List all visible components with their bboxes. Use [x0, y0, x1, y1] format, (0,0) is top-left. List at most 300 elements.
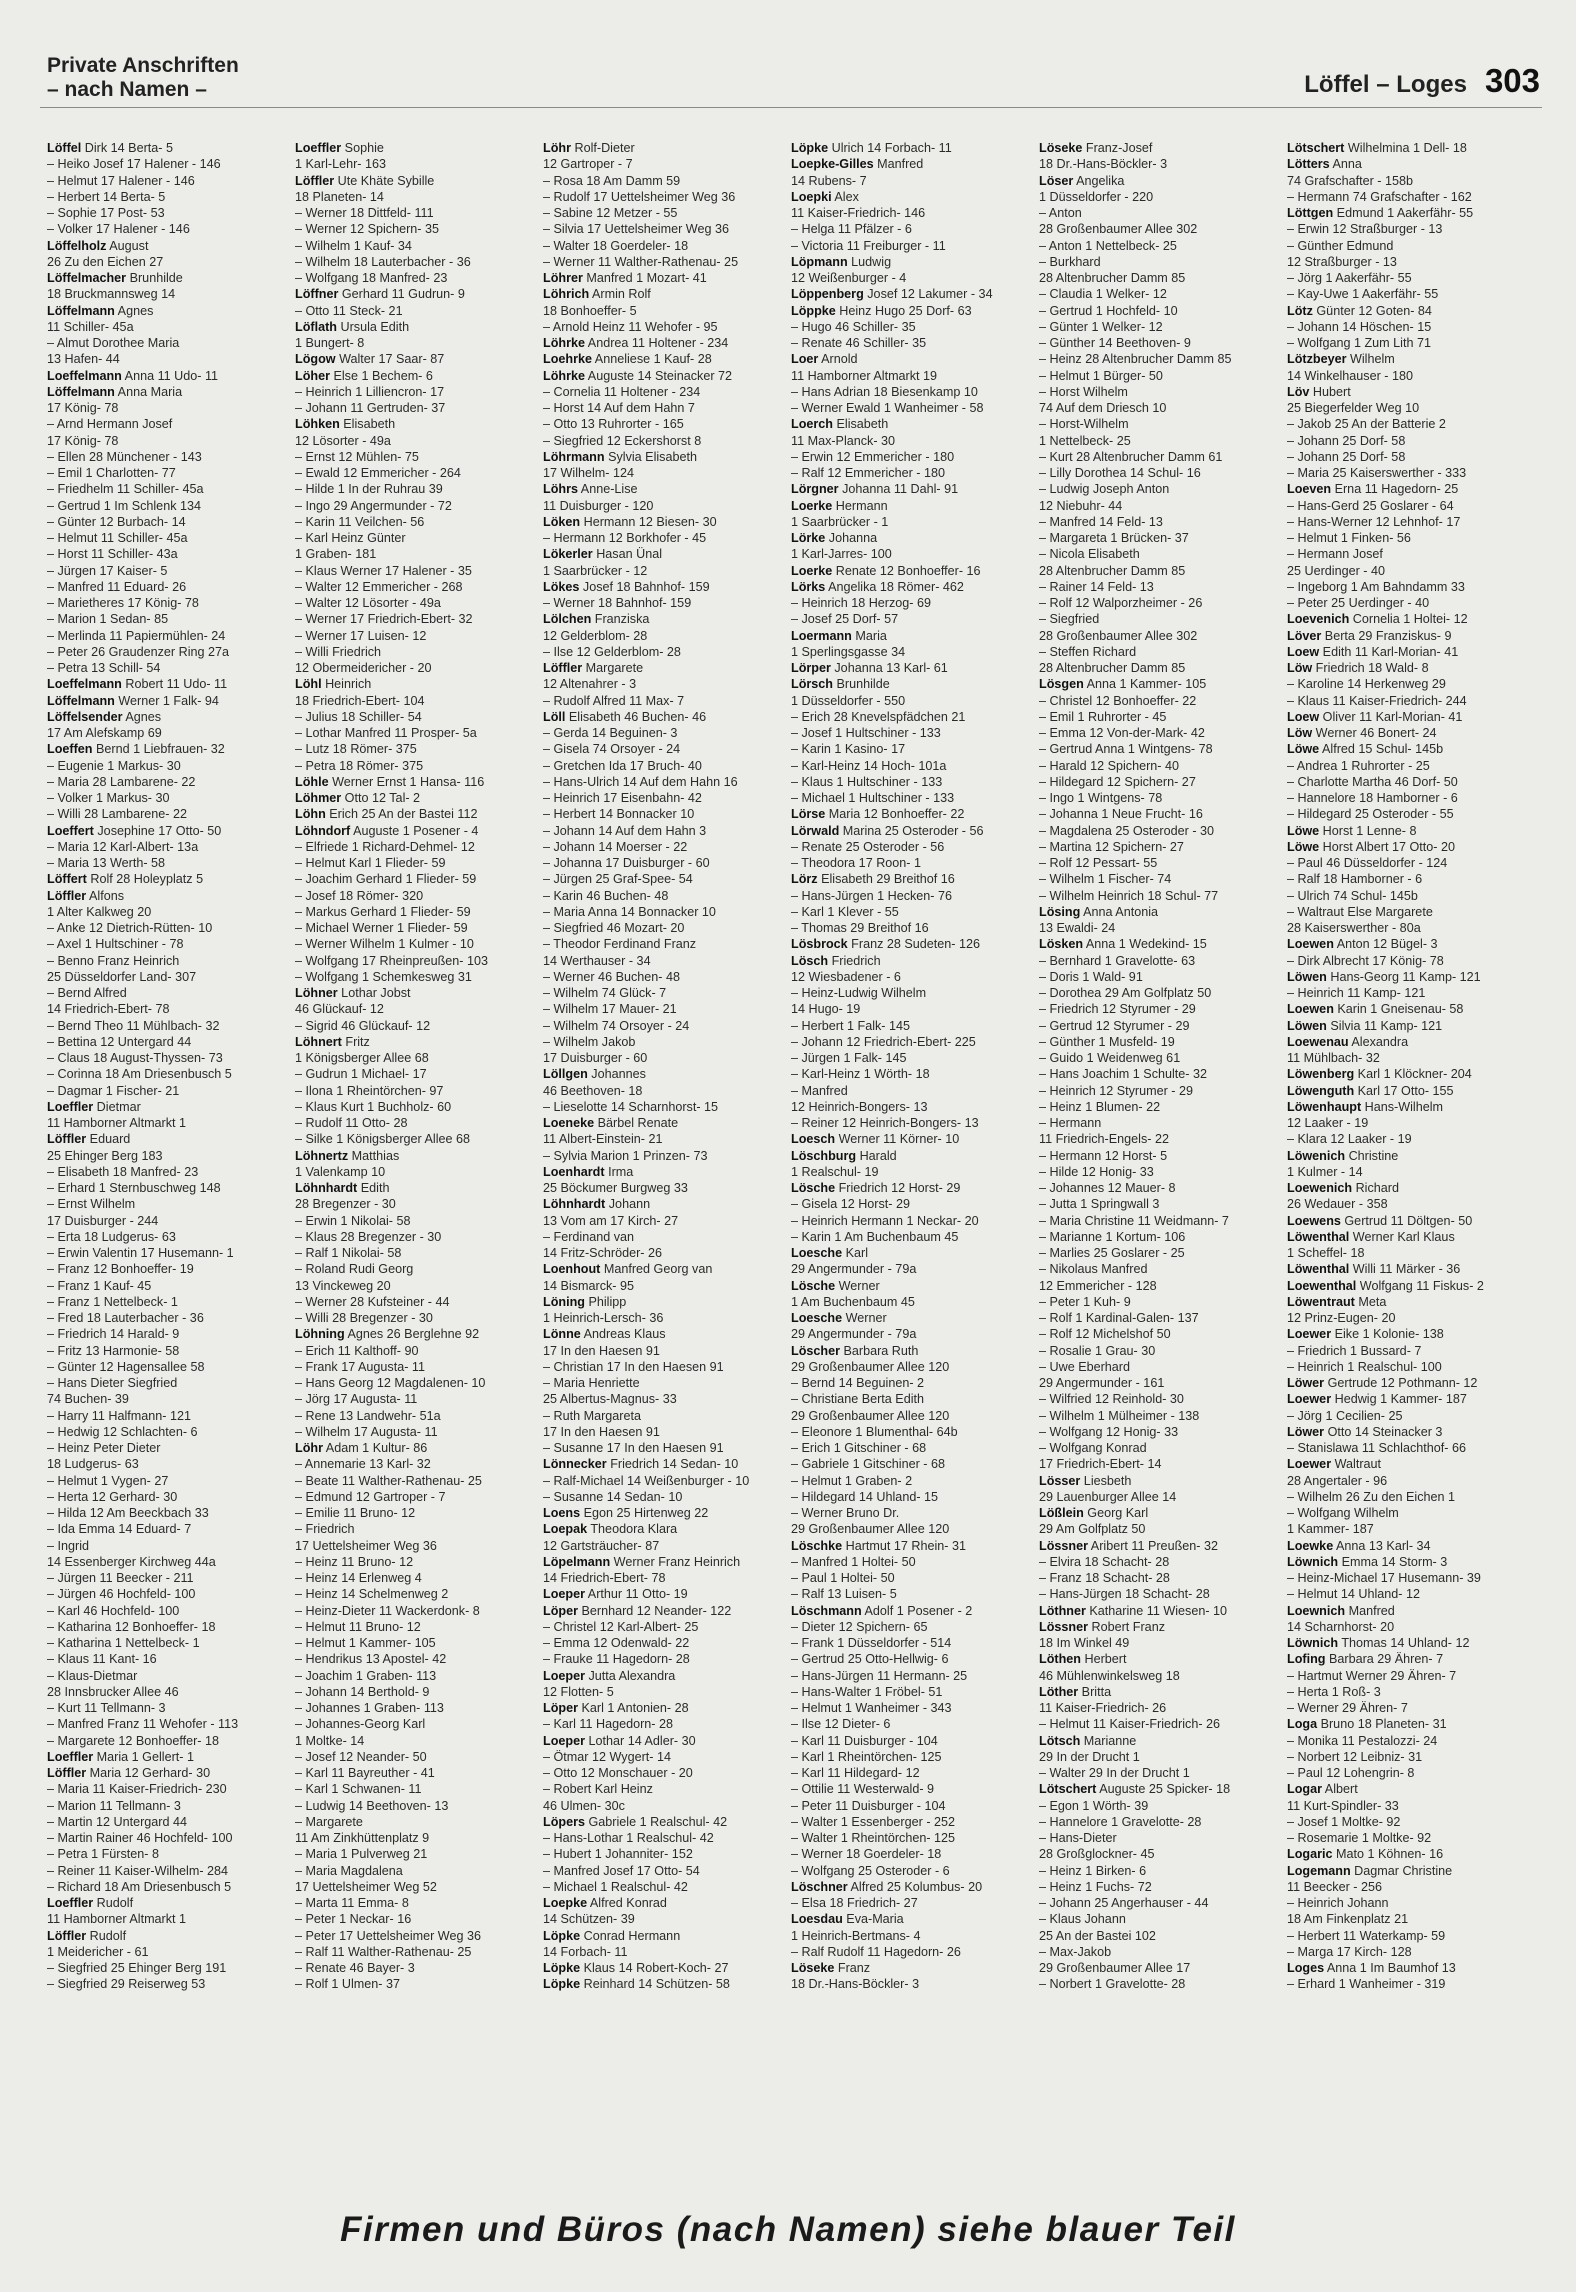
- entry-details: – Bettina 12 Untergard 44: [47, 1034, 192, 1049]
- listing-entry: [1039, 449, 1279, 465]
- entry-details: – Peter 26 Graudenzer Ring 27a: [47, 644, 230, 659]
- surname: Löschburg: [791, 1148, 857, 1163]
- listing-entry: [791, 1879, 1031, 1895]
- entry-details: Oliver 11 Karl-Morian- 41: [1319, 709, 1463, 724]
- listing-entry: [47, 1846, 287, 1862]
- listing-entry: [1287, 335, 1539, 351]
- listing-entry: [543, 1326, 783, 1342]
- entry-details: – Frank 1 Düsseldorfer - 514: [791, 1636, 952, 1650]
- entry-details: 1 Meidericher - 61: [47, 1944, 149, 1959]
- entry-details: 46 Beethoven- 18: [543, 1083, 643, 1098]
- listing-entry: [1287, 270, 1539, 286]
- entry-details: – Herbert 14 Bonnacker 10: [543, 807, 695, 822]
- listing-entry: [543, 286, 783, 302]
- listing-entry: [47, 254, 287, 270]
- listing-entry: [543, 1294, 783, 1310]
- listing-entry: [543, 1830, 783, 1846]
- entry-details: – Silke 1 Königsberger Allee 68: [295, 1132, 471, 1147]
- entry-details: 28 Altenbrucher Damm 85: [1039, 563, 1186, 578]
- surname: Löppke: [791, 303, 836, 318]
- listing-entry: [791, 1066, 1031, 1082]
- surname: Löhrs: [543, 482, 578, 497]
- listing-entry: [543, 611, 783, 627]
- entry-details: 28 Angertaler - 96: [1287, 1473, 1388, 1488]
- entry-details: Margarete: [582, 661, 644, 675]
- listing-entry: [543, 871, 783, 887]
- listing-entry: [1039, 1895, 1279, 1911]
- surname: Löhndorf: [295, 823, 351, 838]
- entry-details: 28 Bregenzer - 30: [295, 1197, 396, 1212]
- listing-entry: [295, 1424, 535, 1440]
- surname: Loerke: [791, 563, 833, 578]
- entry-details: 18 Planeten- 14: [295, 189, 384, 204]
- listing-entry: [1287, 319, 1539, 335]
- listing-entry: [1039, 1359, 1279, 1375]
- entry-details: Angelika: [1073, 173, 1125, 188]
- surname: Loewnich: [1287, 1603, 1346, 1618]
- entry-details: – Karl 11 Hildegard- 12: [791, 1766, 920, 1780]
- listing-entry: [47, 1408, 287, 1424]
- listing-entry: [1039, 1018, 1279, 1034]
- entry-details: – Johann 11 Gertruden- 37: [295, 401, 446, 415]
- surname: Lötzbeyer: [1287, 352, 1347, 367]
- entry-details: – Hans-Dieter: [1039, 1831, 1117, 1845]
- entry-details: Ute Khäte Sybille: [334, 173, 435, 188]
- entry-details: 17 Duisburger - 60: [543, 1051, 648, 1065]
- listing-entry: [47, 238, 287, 254]
- listing-entry: [47, 514, 287, 530]
- listing-entry: [1287, 1115, 1539, 1131]
- entry-details: – Sophie 17 Post- 53: [47, 206, 165, 220]
- entry-details: 18 Am Finkenplatz 21: [1287, 1912, 1409, 1927]
- entry-details: – Horst-Wilhelm: [1039, 417, 1129, 432]
- entry-details: 17 Duisburger - 244: [47, 1213, 159, 1228]
- listing-entry: [295, 953, 535, 969]
- listing-entry: [543, 904, 783, 920]
- listing-entry: [47, 953, 287, 969]
- listing-entry: [1039, 1781, 1279, 1797]
- entry-details: – Erwin 12 Emmericher - 180: [791, 449, 955, 464]
- surname: Löthner: [1039, 1603, 1086, 1618]
- listing-entry: [543, 1456, 783, 1472]
- entry-details: Eike 1 Kolonie- 138: [1331, 1327, 1444, 1342]
- entry-details: Gertrude 12 Pothmann- 12: [1324, 1376, 1478, 1390]
- entry-details: Liesbeth: [1080, 1473, 1132, 1488]
- surname: Loepke: [543, 1896, 588, 1910]
- listing-entry: [1287, 498, 1539, 514]
- entry-details: – Sylvia Marion 1 Prinzen- 73: [543, 1148, 708, 1163]
- listing-entry: [295, 676, 535, 692]
- entry-details: – Hermann 12 Borkhofer - 45: [543, 531, 707, 545]
- entry-details: Anna 1 Wedekind- 15: [1083, 937, 1207, 952]
- entry-details: – Ilse 12 Dieter- 6: [791, 1717, 891, 1732]
- entry-details: – Peter 17 Uettelsheimer Weg 36: [295, 1928, 481, 1943]
- listing-entry: [47, 1911, 287, 1927]
- entry-details: – Heinz 1 Birken- 6: [1039, 1863, 1147, 1878]
- listing-entry: [1039, 1619, 1279, 1635]
- entry-details: – Hilde 1 In der Ruhrau 39: [295, 482, 443, 497]
- entry-details: – Johann 25 Angerhauser - 44: [1039, 1896, 1209, 1910]
- surname: Loew: [1287, 644, 1320, 659]
- entry-details: – Helmut 11 Schiller- 45a: [47, 531, 188, 545]
- listing-entry: [1039, 1960, 1279, 1976]
- listing-entry: [543, 514, 783, 530]
- entry-details: – Helmut 1 Graben- 2: [791, 1473, 913, 1488]
- listing-entry: [295, 1570, 535, 1586]
- listing-entry: [47, 1781, 287, 1797]
- listing-entry: [47, 579, 287, 595]
- entry-details: Hubert: [1309, 384, 1351, 399]
- listing-entry: [1039, 1310, 1279, 1326]
- surname: Löwenguth: [1287, 1083, 1355, 1098]
- listing-entry: [295, 563, 535, 579]
- entry-details: – Max-Jakob: [1039, 1944, 1112, 1959]
- surname: Löver: [1287, 628, 1322, 643]
- listing-entry: [543, 481, 783, 497]
- listing-entry: [543, 1164, 783, 1180]
- entry-details: – Johann 14 Auf dem Hahn 3: [543, 823, 707, 838]
- listing-entry: [295, 449, 535, 465]
- listing-entry: [791, 1343, 1031, 1359]
- surname: Löffert: [47, 872, 87, 887]
- entry-details: – Ernst 12 Mühlen- 75: [295, 449, 419, 464]
- listing-entry: [1039, 254, 1279, 270]
- listing-entry: [791, 1619, 1031, 1635]
- surname: Lörse: [791, 807, 826, 822]
- entry-details: Egon 25 Hirtenweg 22: [580, 1506, 709, 1520]
- entry-details: – Walter 1 Essenberger - 252: [791, 1814, 956, 1829]
- listing-entry: [1039, 904, 1279, 920]
- listing-entry: [1039, 189, 1279, 205]
- listing-entry: [1287, 1229, 1539, 1245]
- listing-entry: [543, 449, 783, 465]
- entry-details: – Kay-Uwe 1 Aakerfähr- 55: [1287, 287, 1439, 302]
- entry-details: – Werner Wilhelm 1 Kulmer - 10: [295, 937, 474, 952]
- listing-entry: [47, 1570, 287, 1586]
- surname: Lößlein: [1039, 1506, 1084, 1520]
- listing-entry: [47, 871, 287, 887]
- entry-details: Albert: [1321, 1782, 1358, 1797]
- listing-entry: [1039, 1684, 1279, 1700]
- listing-entry: [47, 319, 287, 335]
- listing-entry: [1287, 985, 1539, 1001]
- entry-details: – Helmut 1 Vygen- 27: [47, 1473, 169, 1488]
- listing-entry: [1287, 693, 1539, 709]
- listing-entry: [295, 1018, 535, 1034]
- surname: Lösche: [791, 1181, 836, 1195]
- entry-details: – Helga 11 Pfälzer - 6: [791, 222, 912, 237]
- entry-details: 11 Max-Planck- 30: [791, 433, 896, 448]
- entry-details: – Susanne 17 In den Haesen 91: [543, 1441, 724, 1455]
- entry-details: Silvia 11 Kamp- 121: [1326, 1018, 1443, 1033]
- surname: Löwenhaupt: [1287, 1099, 1362, 1114]
- entry-details: – Jürgen 1 Falk- 145: [791, 1051, 907, 1065]
- entry-details: – Paul 1 Holtei- 50: [791, 1571, 895, 1585]
- listing-entry: [47, 855, 287, 871]
- listing-entry: [1039, 1846, 1279, 1862]
- listing-entry: [295, 855, 535, 871]
- entry-details: – Claus 18 August-Thyssen- 73: [47, 1051, 223, 1065]
- surname: Loewer: [1287, 1392, 1332, 1407]
- entry-details: – Benno Franz Heinrich: [47, 953, 180, 968]
- listing-entry: [295, 1456, 535, 1472]
- surname: Löwnich: [1287, 1554, 1339, 1569]
- listing-entry: [1039, 416, 1279, 432]
- entry-details: – Andrea 1 Ruhrorter - 25: [1287, 758, 1430, 773]
- listing-entry: [543, 660, 783, 676]
- listing-entry: [1039, 319, 1279, 335]
- entry-details: 12 Emmericher - 128: [1039, 1278, 1157, 1293]
- entry-details: – Horst 14 Auf dem Hahn 7: [543, 401, 695, 415]
- listing-entry: [47, 351, 287, 367]
- entry-details: Erich 25 An der Bastei 112: [325, 807, 478, 822]
- listing-entry: [1287, 888, 1539, 904]
- listing-entry: [791, 1294, 1031, 1310]
- listing-entry: [295, 1749, 535, 1765]
- entry-details: Adolf 1 Posener - 2: [861, 1603, 973, 1618]
- entry-details: – Hans-Jürgen 1 Hecken- 76: [791, 888, 953, 903]
- listing-entry: [791, 628, 1031, 644]
- listing-entry: [791, 1668, 1031, 1684]
- entry-details: Meta: [1354, 1294, 1387, 1309]
- entry-details: – Johann 25 Dorf- 58: [1287, 433, 1406, 448]
- listing-entry: [791, 839, 1031, 855]
- listing-entry: [1287, 449, 1539, 465]
- entry-details: – Manfred 14 Feld- 13: [1039, 514, 1163, 529]
- listing-entry: [295, 758, 535, 774]
- entry-details: 12 Prinz-Eugen- 20: [1287, 1311, 1396, 1325]
- entry-details: – Anke 12 Dietrich-Rütten- 10: [47, 921, 213, 935]
- listing-entry: [1039, 693, 1279, 709]
- listing-entry: [295, 1976, 535, 1992]
- surname: Löhrmann: [543, 449, 605, 464]
- entry-details: Maria 12 Gerhard- 30: [86, 1766, 211, 1780]
- listing-entry: [791, 286, 1031, 302]
- listing-entry: [791, 1213, 1031, 1229]
- listing-entry: [791, 1928, 1031, 1944]
- listing-entry: [543, 205, 783, 221]
- entry-details: – Bernd Theo 11 Mühlbach- 32: [47, 1018, 220, 1033]
- entry-details: – Karl 1 Klever - 55: [791, 904, 899, 919]
- listing-entry: [295, 498, 535, 514]
- surname: Löwenich: [1287, 1148, 1346, 1163]
- entry-details: Friedrich 18 Wald- 8: [1312, 661, 1429, 675]
- listing-entry: [47, 1733, 287, 1749]
- entry-details: – Ellen 28 Münchener - 143: [47, 449, 202, 464]
- listing-entry: [1287, 1798, 1539, 1814]
- listing-entry: [1287, 595, 1539, 611]
- entry-details: – Roland Rudi Georg: [295, 1262, 414, 1277]
- entry-details: – Hans Dieter Siegfried: [47, 1376, 178, 1390]
- listing-entry: [791, 1196, 1031, 1212]
- entry-details: – Wolfgang 18 Manfred- 23: [295, 271, 448, 285]
- entry-details: Lothar 14 Adler- 30: [585, 1733, 696, 1748]
- entry-details: 25 Böckumer Burgweg 33: [543, 1181, 688, 1195]
- listing-entry: [295, 1928, 535, 1944]
- listing-entry: [1039, 270, 1279, 286]
- listing-entry: [47, 904, 287, 920]
- listing-entry: [1039, 1099, 1279, 1115]
- listing-entry: [295, 1261, 535, 1277]
- entry-details: Franz-Josef: [1082, 141, 1153, 155]
- listing-entry: [295, 790, 535, 806]
- listing-entry: [543, 1586, 783, 1602]
- listing-entry: [295, 1911, 535, 1927]
- surname: Löhrke: [543, 336, 585, 350]
- entry-details: 12 Straßburger - 13: [1287, 254, 1397, 269]
- entry-details: 18 Dr.-Hans-Böckler- 3: [1039, 157, 1168, 172]
- listing-entry: [543, 1700, 783, 1716]
- listing-entry: [47, 1489, 287, 1505]
- surname: Löffner: [295, 287, 339, 302]
- entry-details: – Robert Karl Heinz: [543, 1782, 653, 1797]
- listing-entry: [1287, 758, 1539, 774]
- surname: Löpmann: [791, 254, 848, 269]
- listing-entry: [1287, 1651, 1539, 1667]
- entry-details: – Maria Magdalena: [295, 1863, 403, 1878]
- listing-entry: [543, 221, 783, 237]
- entry-details: – Dorothea 29 Am Golfplatz 50: [1039, 986, 1212, 1000]
- entry-details: 14 Winkelhauser - 180: [1287, 368, 1414, 383]
- listing-entry: [791, 790, 1031, 806]
- entry-details: – Maria Henriette: [543, 1376, 640, 1390]
- entry-details: 11 Friedrich-Engels- 22: [1039, 1132, 1169, 1147]
- listing-entry: [295, 1505, 535, 1521]
- listing-entry: [543, 563, 783, 579]
- entry-details: Anna Maria: [114, 384, 183, 399]
- entry-details: – Jörg 1 Aakerfähr- 55: [1287, 271, 1412, 285]
- surname: Löffler: [47, 1928, 87, 1943]
- listing-entry: [791, 1424, 1031, 1440]
- entry-details: Bernhard 12 Neander- 122: [577, 1603, 732, 1618]
- entry-details: – Wolfgang 12 Honig- 33: [1039, 1424, 1179, 1439]
- listing-entry: [543, 1001, 783, 1017]
- surname: Loesch: [791, 1132, 836, 1147]
- listing-entry: [791, 1749, 1031, 1765]
- entry-details: Mato 1 Köhnen- 16: [1332, 1847, 1444, 1862]
- entry-details: – Heinrich Johann: [1287, 1896, 1389, 1910]
- listing-entry: [543, 156, 783, 172]
- entry-details: Maria 1 Gellert- 1: [93, 1749, 194, 1764]
- listing-entry: [791, 416, 1031, 432]
- entry-details: – Heinrich 11 Kamp- 121: [1287, 986, 1426, 1000]
- listing-entry: [295, 433, 535, 449]
- listing-entry: [543, 319, 783, 335]
- listing-entry: [1039, 855, 1279, 871]
- listing-entry: [47, 1099, 287, 1115]
- entry-details: Bruno 18 Planeten- 31: [1317, 1717, 1447, 1732]
- entry-details: Matthias: [348, 1148, 400, 1163]
- surname: Loerch: [791, 417, 833, 432]
- surname: Löper: [543, 1701, 578, 1715]
- entry-details: – Jürgen 11 Beecker - 211: [47, 1571, 194, 1585]
- entry-details: – Petra 13 Schill- 54: [47, 661, 161, 675]
- listing-entry: [1039, 1798, 1279, 1814]
- listing-entry: [47, 920, 287, 936]
- listing-entry: [295, 774, 535, 790]
- listing-entry: [543, 644, 783, 660]
- listing-entry: [1287, 351, 1539, 367]
- entry-details: – Johann 12 Friedrich-Ebert- 225: [791, 1034, 976, 1049]
- listing-entry: [543, 1343, 783, 1359]
- listing-entry: [791, 693, 1031, 709]
- listing-entry: [1039, 774, 1279, 790]
- entry-details: – Karl 1 Schwanen- 11: [295, 1782, 422, 1797]
- listing-entry: [1039, 1586, 1279, 1602]
- listing-entry: [1039, 1375, 1279, 1391]
- entry-details: – Heinrich 1 Realschul- 100: [1287, 1359, 1442, 1374]
- listing-entry: [1287, 1733, 1539, 1749]
- surname: Löthen: [1039, 1652, 1081, 1667]
- entry-details: – Otto 12 Monschauer - 20: [543, 1766, 693, 1780]
- entry-details: – Gertrud 12 Styrumer - 29: [1039, 1018, 1190, 1033]
- listing-entry: [791, 1456, 1031, 1472]
- listing-entry: [543, 1050, 783, 1066]
- listing-entry: [295, 1391, 535, 1407]
- listing-entry: [791, 546, 1031, 562]
- surname: Löffelmacher: [47, 271, 127, 285]
- entry-details: 1 Graben- 181: [295, 547, 377, 562]
- listing-entry: [47, 449, 287, 465]
- entry-details: Barbara Ruth: [840, 1343, 919, 1358]
- listing-entry: [1287, 1424, 1539, 1440]
- listing-entry: [543, 1148, 783, 1164]
- entry-details: – Josef 1 Hultschiner - 133: [791, 726, 941, 740]
- entry-details: – Friedhelm 11 Schiller- 45a: [47, 482, 204, 497]
- listing-entry: [47, 303, 287, 319]
- entry-details: 11 Albert-Einstein- 21: [543, 1132, 663, 1147]
- listing-entry: [1287, 1570, 1539, 1586]
- listing-columns: [0, 140, 1576, 2175]
- entry-details: – Wolfgang Wilhelm: [1287, 1506, 1399, 1520]
- entry-details: Brunhilde: [833, 677, 890, 692]
- entry-details: – Ralf 12 Emmericher - 180: [791, 466, 945, 480]
- listing-entry: [295, 1651, 535, 1667]
- entry-details: 17 König- 78: [47, 401, 119, 415]
- entry-details: – Wilhelm 17 Mauer- 21: [543, 1002, 677, 1017]
- surname: Löhner: [295, 986, 338, 1000]
- entry-details: – Reiner 12 Heinrich-Bongers- 13: [791, 1116, 979, 1130]
- listing-entry: [791, 384, 1031, 400]
- entry-details: – Rainer 14 Feld- 13: [1039, 579, 1154, 594]
- listing-entry: [1039, 741, 1279, 757]
- surname: Löpelmann: [543, 1554, 611, 1569]
- listing-entry: [295, 1099, 535, 1115]
- listing-entry: [295, 1034, 535, 1050]
- listing-entry: [1039, 1538, 1279, 1554]
- entry-details: – Hans-Gerd 25 Goslarer - 64: [1287, 498, 1454, 513]
- listing-entry: [791, 1733, 1031, 1749]
- surname: Loeper: [543, 1668, 585, 1683]
- surname: Löpke: [543, 1961, 581, 1975]
- surname: Löwenberg: [1287, 1067, 1355, 1082]
- entry-details: – Wilhelm 74 Orsoyer - 24: [543, 1018, 690, 1033]
- listing-entry: [47, 888, 287, 904]
- listing-entry: [791, 335, 1031, 351]
- listing-entry: [295, 400, 535, 416]
- entry-details: 11 Schiller- 45a: [47, 319, 134, 334]
- entry-details: – Ingo 29 Angermunder - 72: [295, 498, 452, 513]
- entry-details: Theodora Klara: [587, 1522, 678, 1537]
- listing-entry: [791, 1538, 1031, 1554]
- listing-entry: [543, 1424, 783, 1440]
- listing-entry: [543, 1798, 783, 1814]
- listing-entry: [295, 303, 535, 319]
- listing-entry: [543, 1603, 783, 1619]
- listing-entry: [1039, 1115, 1279, 1131]
- entry-details: 1 Karl-Lehr- 163: [295, 157, 387, 172]
- entry-details: Bärbel Renate: [594, 1116, 679, 1130]
